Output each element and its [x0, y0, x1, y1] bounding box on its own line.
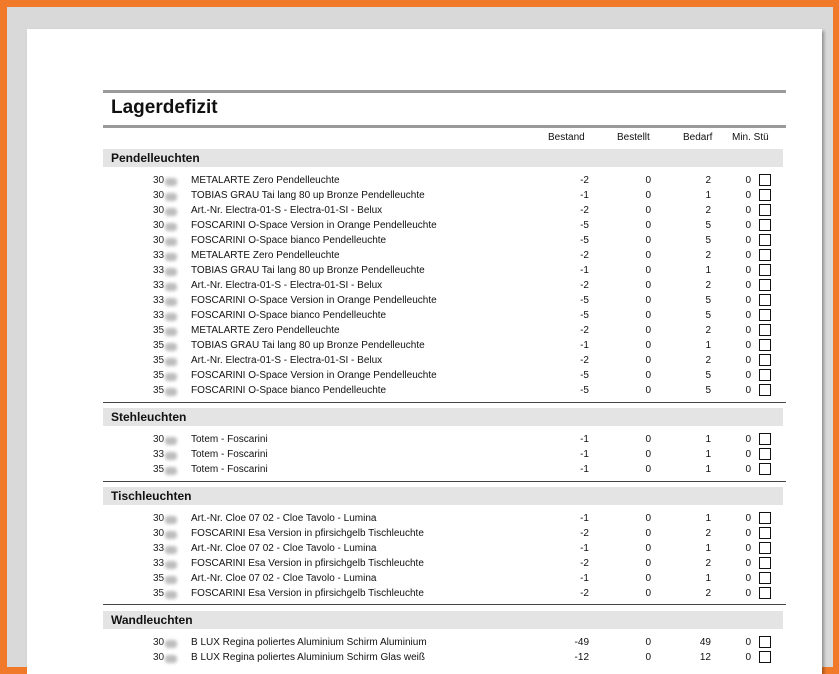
article-description: FOSCARINI O-Space bianco Pendelleuchte [191, 310, 387, 321]
article-id-prefix: 35 [153, 370, 165, 381]
bestand-value: -2 [580, 528, 589, 539]
bestellt-value: 0 [645, 325, 651, 336]
article-id-prefix: 33 [153, 558, 165, 569]
row-checkbox[interactable] [759, 448, 771, 460]
table-row [103, 526, 786, 541]
report-page [27, 29, 822, 674]
bestellt-value: 0 [645, 190, 651, 201]
article-description: Totem - Foscarini [191, 464, 268, 475]
row-checkbox[interactable] [759, 512, 771, 524]
bedarf-value: 1 [705, 434, 711, 445]
bestellt-value: 0 [645, 295, 651, 306]
bestand-value: -2 [580, 588, 589, 599]
section-divider [103, 481, 786, 482]
section-name: Tischleuchten [111, 489, 192, 503]
bestand-value: -5 [580, 235, 589, 246]
article-id-prefix: 30 [153, 513, 165, 524]
bedarf-value: 1 [705, 543, 711, 554]
article-description: Art.-Nr. Cloe 07 02 - Cloe Tavolo - Lumina [191, 543, 377, 554]
min-stock-value: 0 [745, 385, 751, 396]
min-stock-value: 0 [745, 250, 751, 261]
redacted-id-mark [165, 298, 177, 306]
article-description: TOBIAS GRAU Tai lang 80 up Bronze Pendelleuchte [191, 190, 425, 201]
article-id-prefix: 30 [153, 434, 165, 445]
redacted-id-mark [165, 531, 177, 539]
article-description: Totem - Foscarini [191, 434, 268, 445]
column-bestand: Bestand [548, 132, 585, 143]
article-id [153, 637, 187, 648]
article-id-prefix: 33 [153, 543, 165, 554]
row-checkbox[interactable] [759, 324, 771, 336]
min-stock-value: 0 [745, 573, 751, 584]
table-row [103, 432, 786, 447]
bedarf-value: 5 [705, 385, 711, 396]
redacted-id-mark [165, 452, 177, 460]
article-id [153, 588, 187, 599]
title-bar [103, 90, 786, 128]
article-id [153, 449, 187, 460]
article-id-prefix: 33 [153, 280, 165, 291]
row-checkbox[interactable] [759, 189, 771, 201]
row-checkbox[interactable] [759, 636, 771, 648]
redacted-id-mark [165, 208, 177, 216]
bestellt-value: 0 [645, 310, 651, 321]
bedarf-value: 2 [705, 528, 711, 539]
min-stock-value: 0 [745, 175, 751, 186]
article-description: FOSCARINI O-Space Version in Orange Pendelleuchte [191, 295, 437, 306]
article-id [153, 325, 187, 336]
article-description: METALARTE Zero Pendelleuchte [191, 250, 340, 261]
article-id [153, 558, 187, 569]
bedarf-value: 2 [705, 588, 711, 599]
article-id [153, 175, 187, 186]
redacted-id-mark [165, 313, 177, 321]
bedarf-value: 1 [705, 573, 711, 584]
bestand-value: -1 [580, 513, 589, 524]
section-header [103, 149, 783, 167]
bestellt-value: 0 [645, 528, 651, 539]
redacted-id-mark [165, 283, 177, 291]
row-checkbox[interactable] [759, 384, 771, 396]
article-id [153, 310, 187, 321]
bedarf-value: 2 [705, 250, 711, 261]
section-header [103, 408, 783, 426]
article-id [153, 235, 187, 246]
article-id-prefix: 33 [153, 310, 165, 321]
row-checkbox[interactable] [759, 249, 771, 261]
table-row [103, 308, 786, 323]
bestand-value: -1 [580, 449, 589, 460]
bestellt-value: 0 [645, 265, 651, 276]
section-name: Pendelleuchten [111, 151, 200, 165]
bestellt-value: 0 [645, 220, 651, 231]
article-id-prefix: 30 [153, 190, 165, 201]
column-headers [103, 132, 786, 148]
bestand-value: -2 [580, 355, 589, 366]
article-id-prefix: 30 [153, 175, 165, 186]
bestellt-value: 0 [645, 513, 651, 524]
redacted-id-mark [165, 268, 177, 276]
section-name: Wandleuchten [111, 613, 193, 627]
row-checkbox[interactable] [759, 174, 771, 186]
article-id [153, 464, 187, 475]
min-stock-value: 0 [745, 235, 751, 246]
article-id [153, 190, 187, 201]
min-stock-value: 0 [745, 449, 751, 460]
article-id-prefix: 35 [153, 464, 165, 475]
min-stock-value: 0 [745, 295, 751, 306]
bestellt-value: 0 [645, 637, 651, 648]
bestellt-value: 0 [645, 558, 651, 569]
article-description: Art.-Nr. Cloe 07 02 - Cloe Tavolo - Lumina [191, 513, 377, 524]
bedarf-value: 1 [705, 190, 711, 201]
min-stock-value: 0 [745, 637, 751, 648]
bestand-value: -2 [580, 205, 589, 216]
article-id [153, 528, 187, 539]
bestellt-value: 0 [645, 385, 651, 396]
min-stock-value: 0 [745, 588, 751, 599]
bestellt-value: 0 [645, 340, 651, 351]
row-checkbox[interactable] [759, 542, 771, 554]
article-description: METALARTE Zero Pendelleuchte [191, 325, 340, 336]
bestand-value: -1 [580, 265, 589, 276]
redacted-id-mark [165, 546, 177, 554]
article-id-prefix: 30 [153, 528, 165, 539]
article-description: Art.-Nr. Electra-01-S - Electra-01-SI - Belux [191, 205, 383, 216]
article-id-prefix: 33 [153, 250, 165, 261]
bedarf-value: 5 [705, 310, 711, 321]
row-checkbox[interactable] [759, 294, 771, 306]
article-id [153, 205, 187, 216]
article-id-prefix: 35 [153, 385, 165, 396]
bestellt-value: 0 [645, 543, 651, 554]
min-stock-value: 0 [745, 190, 751, 201]
table-row [103, 571, 786, 586]
article-id [153, 295, 187, 306]
row-checkbox[interactable] [759, 369, 771, 381]
bestand-value: -1 [580, 543, 589, 554]
bestellt-value: 0 [645, 370, 651, 381]
bestand-value: -5 [580, 295, 589, 306]
article-id-prefix: 30 [153, 637, 165, 648]
bestellt-value: 0 [645, 205, 651, 216]
bestand-value: -1 [580, 190, 589, 201]
row-checkbox[interactable] [759, 463, 771, 475]
redacted-id-mark [165, 193, 177, 201]
bedarf-value: 2 [705, 355, 711, 366]
redacted-id-mark [165, 591, 177, 599]
row-checkbox[interactable] [759, 572, 771, 584]
redacted-id-mark [165, 437, 177, 445]
bestellt-value: 0 [645, 235, 651, 246]
article-description: Art.-Nr. Cloe 07 02 - Cloe Tavolo - Lumina [191, 573, 377, 584]
bestand-value: -1 [580, 434, 589, 445]
bestellt-value: 0 [645, 464, 651, 475]
section-divider [103, 604, 786, 605]
redacted-id-mark [165, 238, 177, 246]
article-description: METALARTE Zero Pendelleuchte [191, 175, 340, 186]
min-stock-value: 0 [745, 205, 751, 216]
article-id [153, 652, 187, 663]
min-stock-value: 0 [745, 513, 751, 524]
bedarf-value: 2 [705, 280, 711, 291]
redacted-id-mark [165, 343, 177, 351]
article-id [153, 355, 187, 366]
article-description: FOSCARINI O-Space Version in Orange Pendelleuchte [191, 220, 437, 231]
article-id-prefix: 35 [153, 340, 165, 351]
bedarf-value: 1 [705, 340, 711, 351]
row-checkbox[interactable] [759, 264, 771, 276]
table-row [103, 511, 786, 526]
article-id-prefix: 30 [153, 220, 165, 231]
article-id [153, 573, 187, 584]
table-row [103, 293, 786, 308]
bedarf-value: 1 [705, 513, 711, 524]
row-checkbox[interactable] [759, 234, 771, 246]
bestand-value: -2 [580, 250, 589, 261]
bestellt-value: 0 [645, 250, 651, 261]
redacted-id-mark [165, 388, 177, 396]
table-row [103, 203, 786, 218]
min-stock-value: 0 [745, 280, 751, 291]
redacted-id-mark [165, 253, 177, 261]
bestand-value: -5 [580, 385, 589, 396]
article-id [153, 370, 187, 381]
min-stock-value: 0 [745, 220, 751, 231]
bestand-value: -1 [580, 573, 589, 584]
article-description: TOBIAS GRAU Tai lang 80 up Bronze Pendelleuchte [191, 340, 425, 351]
bestellt-value: 0 [645, 573, 651, 584]
row-checkbox[interactable] [759, 587, 771, 599]
table-row [103, 173, 786, 188]
article-id-prefix: 33 [153, 295, 165, 306]
article-description: FOSCARINI Esa Version in pfirsichgelb Tischleuchte [191, 588, 424, 599]
column-bedarf: Bedarf [683, 132, 713, 143]
report-title: Lagerdefizit [111, 97, 218, 118]
min-stock-value: 0 [745, 434, 751, 445]
redacted-id-mark [165, 561, 177, 569]
min-stock-value: 0 [745, 355, 751, 366]
bestand-value: -12 [574, 652, 589, 663]
table-row [103, 218, 786, 233]
section-header [103, 611, 783, 629]
bestand-value: -1 [580, 340, 589, 351]
document-frame [7, 7, 833, 667]
column-min: Min. Stü [732, 132, 769, 143]
min-stock-value: 0 [745, 325, 751, 336]
article-id [153, 543, 187, 554]
table-row [103, 368, 786, 383]
bestand-value: -5 [580, 220, 589, 231]
bestand-value: -2 [580, 558, 589, 569]
bestand-value: -49 [574, 637, 589, 648]
row-checkbox[interactable] [759, 279, 771, 291]
table-row [103, 353, 786, 368]
table-row [103, 233, 786, 248]
bedarf-value: 1 [705, 265, 711, 276]
section-divider [103, 402, 786, 403]
table-row [103, 263, 786, 278]
redacted-id-mark [165, 223, 177, 231]
bestand-value: -1 [580, 464, 589, 475]
bestand-value: -5 [580, 370, 589, 381]
bestellt-value: 0 [645, 434, 651, 445]
bedarf-value: 1 [705, 449, 711, 460]
bedarf-value: 2 [705, 175, 711, 186]
row-checkbox[interactable] [759, 651, 771, 663]
bestand-value: -5 [580, 310, 589, 321]
min-stock-value: 0 [745, 265, 751, 276]
table-row [103, 462, 786, 477]
article-id-prefix: 33 [153, 265, 165, 276]
article-description: Art.-Nr. Electra-01-S - Electra-01-SI - Belux [191, 280, 383, 291]
row-checkbox[interactable] [759, 354, 771, 366]
table-row [103, 278, 786, 293]
article-description: B LUX Regina poliertes Aluminium Schirm Aluminium [191, 637, 427, 648]
bestellt-value: 0 [645, 280, 651, 291]
bestand-value: -2 [580, 280, 589, 291]
article-id-prefix: 35 [153, 325, 165, 336]
bedarf-value: 5 [705, 220, 711, 231]
table-row [103, 447, 786, 462]
bestellt-value: 0 [645, 355, 651, 366]
article-id [153, 265, 187, 276]
bestellt-value: 0 [645, 449, 651, 460]
bedarf-value: 2 [705, 325, 711, 336]
min-stock-value: 0 [745, 528, 751, 539]
row-checkbox[interactable] [759, 339, 771, 351]
article-description: FOSCARINI O-Space Version in Orange Pendelleuchte [191, 370, 437, 381]
article-id [153, 434, 187, 445]
row-checkbox[interactable] [759, 433, 771, 445]
redacted-id-mark [165, 328, 177, 336]
article-description: FOSCARINI O-Space bianco Pendelleuchte [191, 235, 387, 246]
row-checkbox[interactable] [759, 309, 771, 321]
bestellt-value: 0 [645, 175, 651, 186]
table-row [103, 338, 786, 353]
row-checkbox[interactable] [759, 219, 771, 231]
article-description: TOBIAS GRAU Tai lang 80 up Bronze Pendelleuchte [191, 265, 425, 276]
bedarf-value: 5 [705, 235, 711, 246]
bestand-value: -2 [580, 175, 589, 186]
min-stock-value: 0 [745, 340, 751, 351]
redacted-id-mark [165, 358, 177, 366]
min-stock-value: 0 [745, 652, 751, 663]
table-row [103, 383, 786, 398]
min-stock-value: 0 [745, 310, 751, 321]
article-id-prefix: 35 [153, 588, 165, 599]
min-stock-value: 0 [745, 464, 751, 475]
article-id [153, 280, 187, 291]
article-id [153, 220, 187, 231]
min-stock-value: 0 [745, 370, 751, 381]
row-checkbox[interactable] [759, 204, 771, 216]
article-description: Totem - Foscarini [191, 449, 268, 460]
section-name: Stehleuchten [111, 410, 187, 424]
table-row [103, 541, 786, 556]
section-header [103, 487, 783, 505]
redacted-id-mark [165, 655, 177, 663]
bestand-value: -2 [580, 325, 589, 336]
bestellt-value: 0 [645, 652, 651, 663]
redacted-id-mark [165, 467, 177, 475]
bedarf-value: 5 [705, 295, 711, 306]
article-description: FOSCARINI Esa Version in pfirsichgelb Tischleuchte [191, 558, 424, 569]
article-id-prefix: 30 [153, 235, 165, 246]
table-row [103, 323, 786, 338]
bedarf-value: 1 [705, 464, 711, 475]
article-description: B LUX Regina poliertes Aluminium Schirm Glas weiß [191, 652, 425, 663]
table-row [103, 635, 786, 650]
article-id-prefix: 30 [153, 205, 165, 216]
bedarf-value: 12 [699, 652, 711, 663]
table-row [103, 556, 786, 571]
article-description: FOSCARINI Esa Version in pfirsichgelb Tischleuchte [191, 528, 424, 539]
article-description: Art.-Nr. Electra-01-S - Electra-01-SI - Belux [191, 355, 383, 366]
column-bestellt: Bestellt [617, 132, 650, 143]
article-id-prefix: 30 [153, 652, 165, 663]
table-row [103, 248, 786, 263]
table-row [103, 188, 786, 203]
redacted-id-mark [165, 516, 177, 524]
article-id [153, 250, 187, 261]
article-id [153, 340, 187, 351]
article-description: FOSCARINI O-Space bianco Pendelleuchte [191, 385, 387, 396]
article-id-prefix: 33 [153, 449, 165, 460]
article-id [153, 385, 187, 396]
bedarf-value: 2 [705, 558, 711, 569]
redacted-id-mark [165, 640, 177, 648]
min-stock-value: 0 [745, 543, 751, 554]
min-stock-value: 0 [745, 558, 751, 569]
bestellt-value: 0 [645, 588, 651, 599]
table-row [103, 650, 786, 665]
article-id [153, 513, 187, 524]
row-checkbox[interactable] [759, 527, 771, 539]
article-id-prefix: 35 [153, 573, 165, 584]
bedarf-value: 5 [705, 370, 711, 381]
article-id-prefix: 35 [153, 355, 165, 366]
row-checkbox[interactable] [759, 557, 771, 569]
bedarf-value: 2 [705, 205, 711, 216]
table-row [103, 586, 786, 601]
redacted-id-mark [165, 373, 177, 381]
bedarf-value: 49 [699, 637, 711, 648]
redacted-id-mark [165, 178, 177, 186]
redacted-id-mark [165, 576, 177, 584]
